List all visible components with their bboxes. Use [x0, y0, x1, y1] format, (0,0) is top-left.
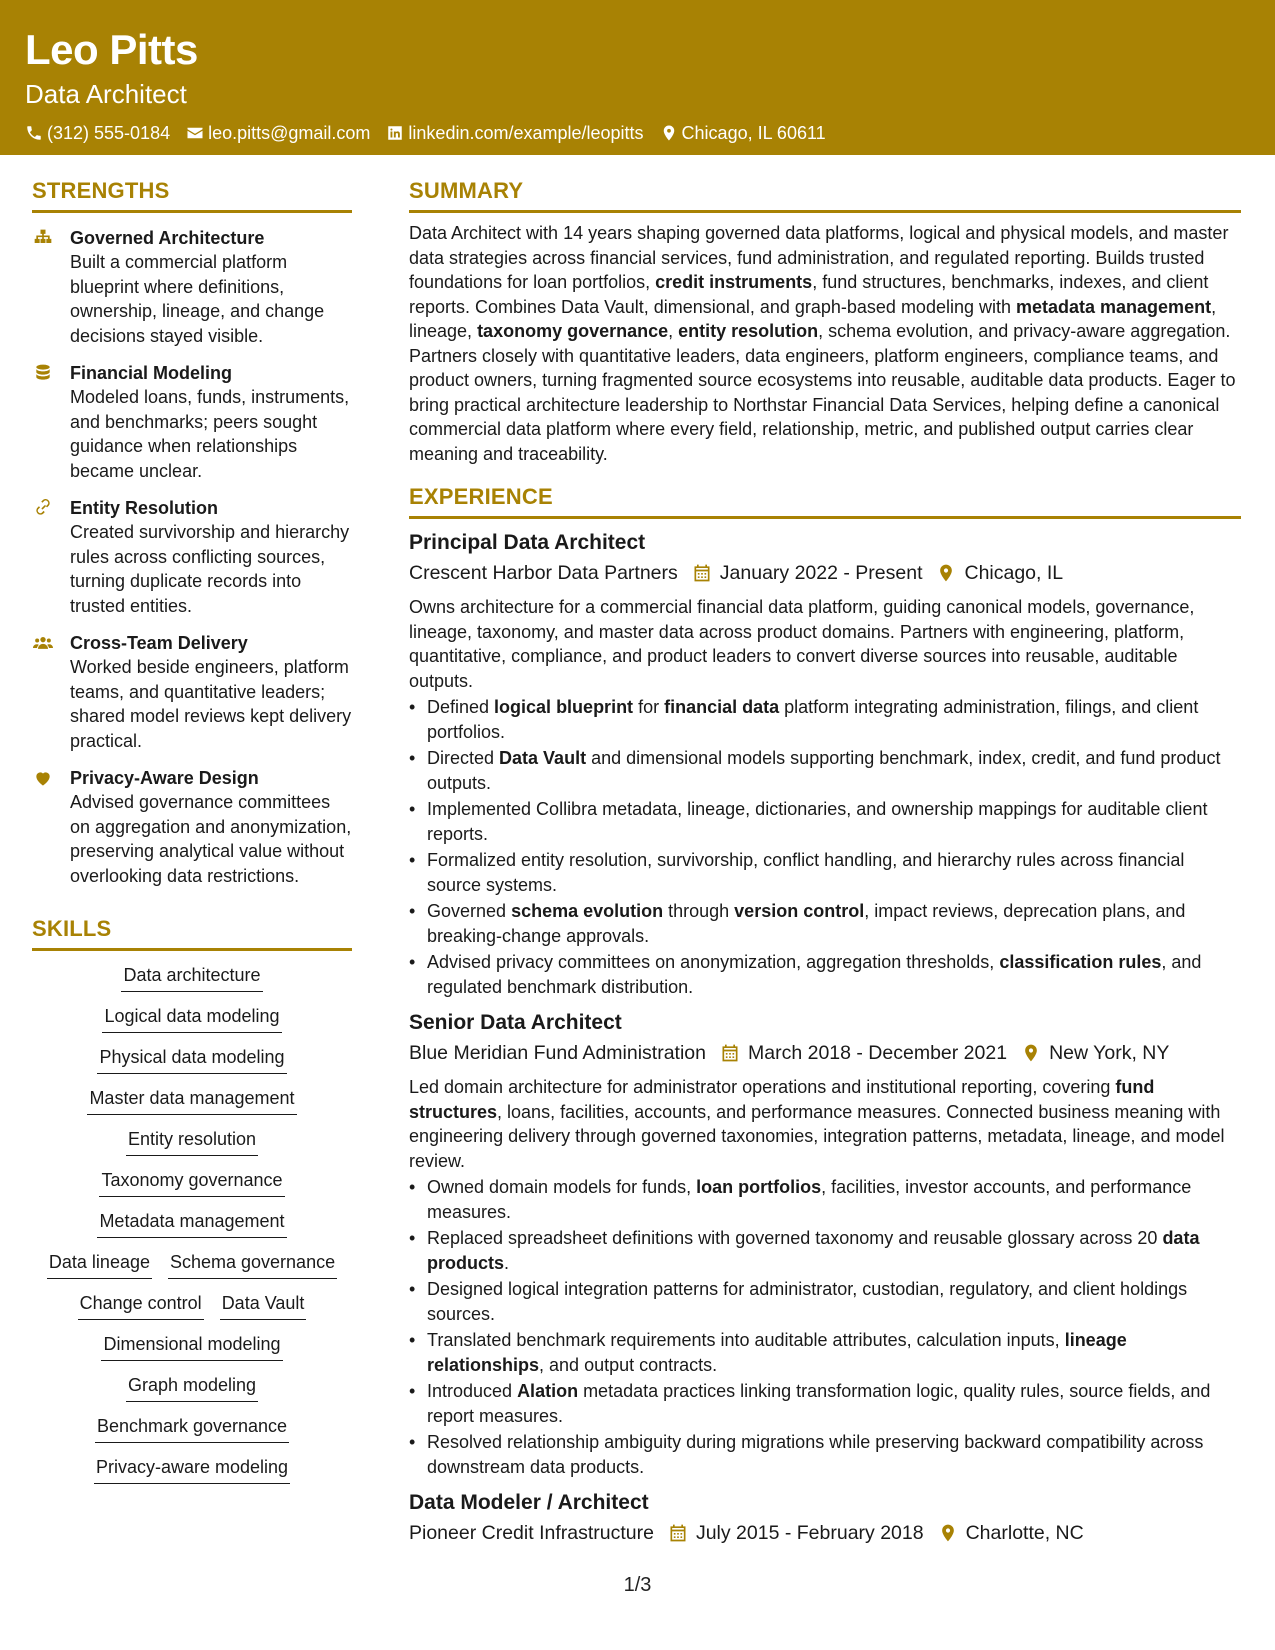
strength-item: [32, 226, 352, 348]
map-pin-icon: [1021, 1043, 1041, 1063]
skills-heading: SKILLS: [32, 914, 352, 951]
strength-description: Modeled loans, funds, instruments, and benchmarks; peers sought guidance when relationships became unclear.: [70, 387, 350, 481]
bullet-item: • Implemented Collibra metadata, lineage, dictionaries, and ownership mappings for auditable client reports.: [409, 797, 1241, 846]
strength-description: Advised governance committees on aggregation and anonymization, preserving analytical value without overlooking data restrictions.: [70, 792, 352, 886]
job-location: Charlotte, NC: [965, 1522, 1084, 1544]
linkedin-text: linkedin.com/example/leopitts: [408, 123, 644, 143]
strength-item: [32, 766, 352, 888]
skill-row: [39, 1250, 345, 1279]
skill-row: [118, 1127, 266, 1156]
candidate-title: Data Architect: [25, 79, 187, 109]
skill-row: [118, 1373, 266, 1402]
strength-description: Built a commercial platform blueprint where definitions, ownership, lineage, and change decisions stayed visible.: [70, 252, 325, 346]
skill-row: [79, 1086, 304, 1115]
contact-location: [660, 122, 826, 144]
job-meta: [409, 559, 1241, 587]
map-pin-icon: [938, 1523, 958, 1543]
strength-title: Privacy-Aware Design: [70, 768, 259, 788]
skill-tag: Data architecture: [121, 963, 262, 992]
skill-tag: Graph modeling: [126, 1373, 258, 1402]
skill-tag: Dimensional modeling: [101, 1332, 282, 1361]
bullet-item: • Advised privacy committees on anonymization, aggregation thresholds, classification rules, and regulated benchmark distribution.: [409, 950, 1241, 999]
skills-list: [32, 963, 352, 1496]
skill-tag: Master data management: [87, 1086, 296, 1115]
skill-tag: Physical data modeling: [97, 1045, 286, 1074]
job-location: New York, NY: [1049, 1042, 1170, 1064]
job-description: Owns architecture for a commercial financial data platform, guiding canonical models, governance, lineage, taxonomy, and master data across product domains. Partners with engineering, platform, quantitative, compliance, and product leaders to convert diverse sources into reusable, auditable outputs.: [409, 597, 1195, 691]
skill-row: [91, 1168, 292, 1197]
skill-row: [86, 1455, 298, 1484]
job-company: Blue Meridian Fund Administration: [409, 1042, 706, 1064]
link-icon: [32, 498, 54, 518]
page-number: 1/3: [623, 1574, 652, 1596]
job-entry: [409, 529, 1241, 999]
job-title: Senior Data Architect: [409, 1011, 622, 1034]
job-company: Pioneer Credit Infrastructure: [409, 1522, 654, 1544]
skill-tag: Data Vault: [220, 1291, 307, 1320]
linkedin-icon: [386, 124, 404, 142]
bullet-item: • Defined logical blueprint for financial data platform integrating administration, filings, and client portfolios.: [409, 695, 1241, 744]
calendar-icon: [692, 563, 712, 583]
summary-heading: SUMMARY: [409, 176, 1241, 213]
skill-tag: Change control: [78, 1291, 204, 1320]
contact-linkedin[interactable]: [386, 122, 643, 144]
job-meta: [409, 1039, 1241, 1067]
bullet-item: • Directed Data Vault and dimensional models supporting benchmark, index, credit, and fund product outputs.: [409, 746, 1241, 795]
skill-row: [70, 1291, 315, 1320]
strength-title: Financial Modeling: [70, 363, 233, 383]
bullet-item: • Designed logical integration patterns for administrator, custodian, regulatory, and client holdings sources.: [409, 1277, 1241, 1326]
strength-item: [32, 496, 352, 618]
skill-tag: Entity resolution: [126, 1127, 258, 1156]
contact-phone[interactable]: [25, 122, 170, 144]
map-pin-icon: [660, 124, 678, 142]
location-text: Chicago, IL 60611: [681, 123, 826, 143]
bullet-item: • Introduced Alation metadata practices linking transformation logic, quality rules, source fields, and report measures.: [409, 1379, 1241, 1428]
job-description: Led domain architecture for administrator operations and institutional reporting, covering fund structures, loans, facilities, accounts, and performance measures. Connected business meaning with engineering delivery through governed taxonomies, integration patterns, metadata, lineage, and model review.: [409, 1077, 1225, 1171]
envelope-icon: [186, 124, 204, 142]
job-company: Crescent Harbor Data Partners: [409, 562, 678, 584]
right-column: [409, 176, 1241, 1547]
skill-tag: Logical data modeling: [102, 1004, 281, 1033]
resume-header: [0, 0, 1275, 155]
calendar-icon: [668, 1523, 688, 1543]
skill-tag: Benchmark governance: [95, 1414, 289, 1443]
contact-bar: [25, 122, 1250, 144]
skill-tag: Metadata management: [97, 1209, 286, 1238]
strength-title: Entity Resolution: [70, 498, 218, 518]
bullet-item: • Translated benchmark requirements into auditable attributes, calculation inputs, lineage relationships, and output contracts.: [409, 1328, 1241, 1377]
heart-icon: [32, 768, 54, 788]
job-bullets: [409, 1175, 1241, 1479]
job-dates: January 2022 - Present: [719, 562, 923, 584]
job-dates: March 2018 - December 2021: [748, 1042, 1008, 1064]
skill-row: [87, 1414, 297, 1443]
email-text: leo.pitts@gmail.com: [208, 123, 371, 143]
skill-row: [94, 1004, 289, 1033]
sitemap-icon: [32, 228, 54, 248]
skill-row: [93, 1332, 290, 1361]
calendar-icon: [720, 1043, 740, 1063]
phone-text: (312) 555-0184: [47, 123, 171, 143]
strength-description: Created survivorship and hierarchy rules across conflicting sources, turning duplicate records into trusted entities.: [70, 522, 350, 616]
contact-email[interactable]: [186, 122, 370, 144]
database-icon: [32, 363, 54, 383]
bullet-item: • Owned domain models for funds, loan portfolios, facilities, investor accounts, and performance measures.: [409, 1175, 1241, 1224]
left-column: [32, 176, 352, 1496]
candidate-name: Leo Pitts: [25, 26, 198, 73]
strength-item: [32, 361, 352, 483]
skill-tag: Schema governance: [168, 1250, 337, 1279]
job-dates: July 2015 - February 2018: [695, 1522, 924, 1544]
experience-heading: EXPERIENCE: [409, 482, 1241, 519]
job-bullets: [409, 695, 1241, 999]
bullet-item: • Governed schema evolution through version control, impact reviews, deprecation plans, and breaking-change approvals.: [409, 899, 1241, 948]
skill-tag: Privacy-aware modeling: [94, 1455, 290, 1484]
job-title: Data Modeler / Architect: [409, 1491, 649, 1514]
strength-item: [32, 631, 352, 753]
skill-tag: Data lineage: [47, 1250, 152, 1279]
job-title: Principal Data Architect: [409, 531, 646, 554]
map-pin-icon: [936, 563, 956, 583]
strengths-heading: STRENGTHS: [32, 176, 352, 213]
skill-row: [89, 1209, 294, 1238]
phone-icon: [25, 124, 43, 142]
job-entry: [409, 1009, 1241, 1479]
users-icon: [32, 633, 54, 653]
skill-row: [113, 963, 270, 992]
job-entry: [409, 1489, 1241, 1547]
job-meta: [409, 1519, 1241, 1547]
experience-list: [409, 529, 1241, 1547]
bullet-item: • Resolved relationship ambiguity during migrations while preserving backward compatibility across downstream data products.: [409, 1430, 1241, 1479]
strength-title: Governed Architecture: [70, 228, 265, 248]
skill-row: [89, 1045, 294, 1074]
strength-description: Worked beside engineers, platform teams, and quantitative leaders; shared model reviews kept delivery practical.: [70, 657, 352, 751]
bullet-item: • Replaced spreadsheet definitions with governed taxonomy and reusable glossary across 20 data products.: [409, 1226, 1241, 1275]
bullet-item: • Formalized entity resolution, survivorship, conflict handling, and hierarchy rules across financial source systems.: [409, 848, 1241, 897]
strength-title: Cross-Team Delivery: [70, 633, 248, 653]
job-location: Chicago, IL: [964, 562, 1064, 584]
skill-tag: Taxonomy governance: [99, 1168, 284, 1197]
strengths-list: [32, 226, 352, 888]
summary-text: Data Architect with 14 years shaping governed data platforms, logical and physical models, and master data strategies across financial services, fund administration, and regulated reporting. Builds trusted foundations for loan portfolios, credit instruments, fund structures, benchmarks, indexes, and client reports. Combines Data Vault, dimensional, and graph-based modeling with metadata management, lineage, taxonomy governance, entity resolution, schema evolution, and privacy-aware aggregation. Partners closely with quantitative leaders, data engineers, platform engineers, compliance teams, and product owners, turning fragmented source ecosystems into reusable, auditable data products. Eager to bring practical architecture leadership to Northstar Financial Data Services, helping define a canonical commercial data platform where every field, relationship, metric, and published output carries clear meaning and traceability.: [409, 223, 1236, 464]
